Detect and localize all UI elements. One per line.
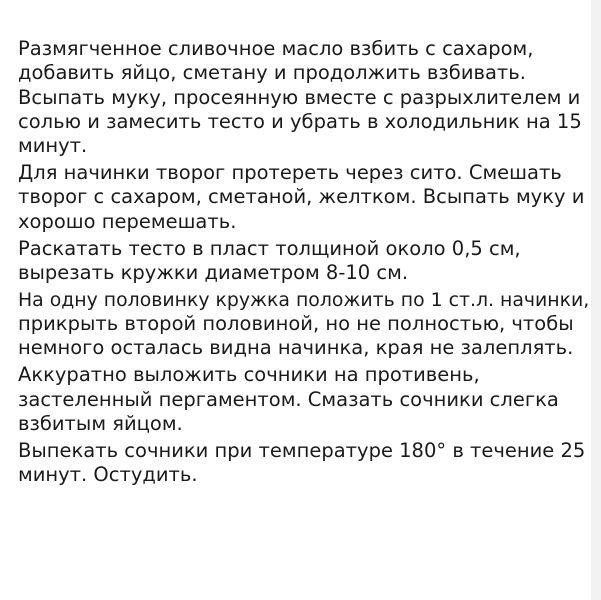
paragraph-rolling: [18, 237, 590, 286]
text-line: Размягченное сливочное масло взбить с сахаром,: [18, 37, 534, 60]
text-line: Для начинки творог протереть через сито. Смешать: [18, 161, 562, 185]
paragraph-tray: [18, 363, 590, 436]
text-line: минут. Остудить.: [18, 463, 198, 487]
paragraph-shaping: [18, 288, 590, 361]
recipe-text: [18, 37, 590, 490]
text-line: застеленный пергаментом. Смазать сочники слегка: [18, 387, 559, 411]
text-line: творог с сахаром, сметаной, желтком. Всыпать муку и: [18, 185, 585, 209]
text-line: добавить яйцо, сметану и продолжить взбивать.: [18, 61, 526, 85]
text-line: Выпекать сочники при температуре 180° в течение 25: [18, 438, 586, 462]
right-edge-strip: [591, 0, 601, 600]
text-line: Раскатать тесто в пласт толщиной около 0,5 см,: [18, 236, 521, 260]
text-line: минут.: [18, 134, 88, 158]
text-line: Аккуратно выложить сочники на противень,: [18, 363, 480, 387]
paragraph-baking: [18, 439, 590, 488]
text-line: прикрыть второй половиной, но не полностью, чтобы: [18, 312, 574, 336]
text-line: хорошо перемешать.: [18, 209, 237, 233]
paragraph-dough: [18, 37, 590, 158]
text-line: Всыпать муку, просеянную вместе с разрыхлителем и: [18, 85, 581, 109]
paragraph-filling: [18, 161, 590, 234]
text-line: немного осталась видна начинка, края не залеплять.: [18, 336, 574, 360]
text-line: На одну половинку кружка положить по 1 ст.л. начинки,: [18, 288, 590, 311]
text-line: взбитым яйцом.: [18, 411, 183, 435]
text-line: солью и замесить тесто и убрать в холодильник на 15: [18, 109, 582, 133]
text-line: вырезать кружки диаметром 8-10 см.: [18, 260, 409, 284]
